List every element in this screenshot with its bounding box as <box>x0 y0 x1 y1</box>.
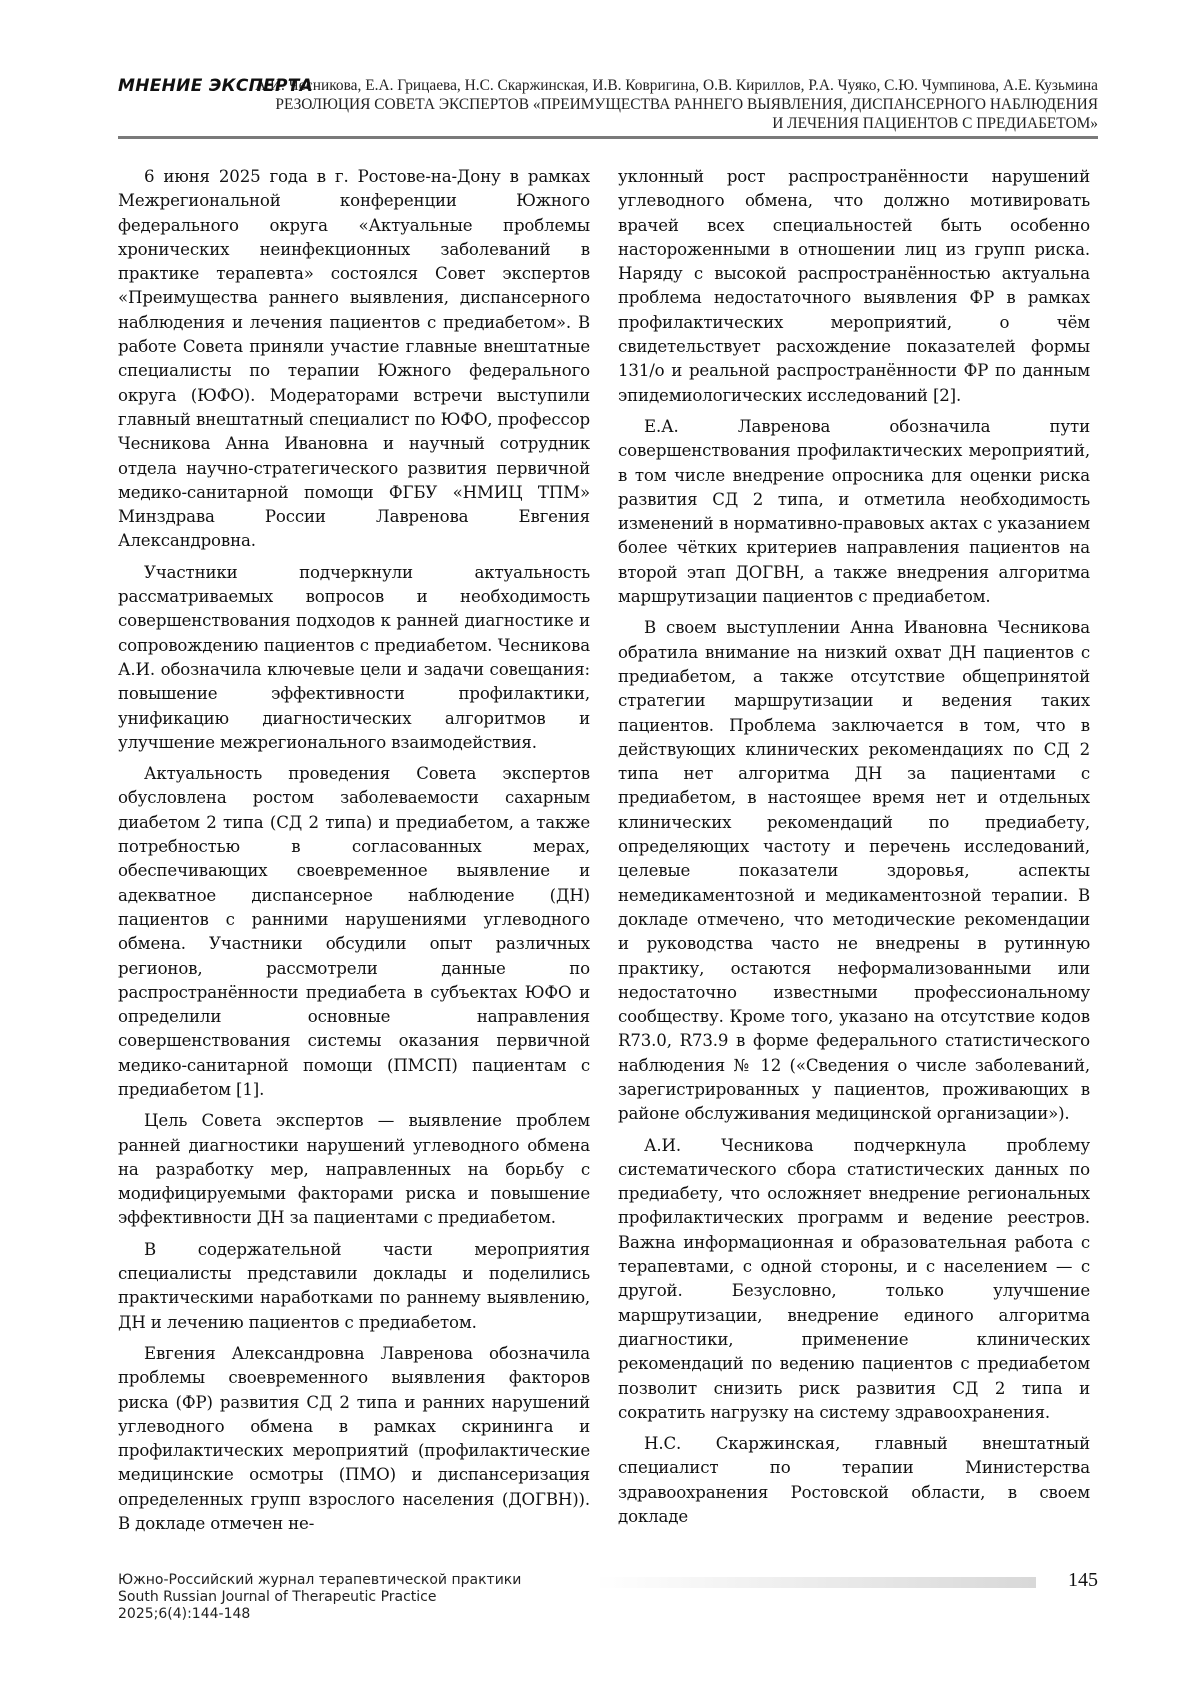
paragraph: Актуальность проведения Совета экспертов обусловлена ростом заболеваемости сахарным диабетом 2 типа (СД 2 типа) и предиабетом, а также потребностью в согласованных мерах, обеспечивающих своевременное выявление и адекватное диспансерное наблюдение (ДН) пациентов с ранними нарушениями углеводного обмена. Участники обсудили опыт различных регионов, рассмотрели данные по распространённости предиабета в субъектах ЮФО и определили основные направления совершенствования системы оказания первичной медико-санитарной помощи (ПМСП) пациентам с предиабетом [1]. <box>118 764 590 1099</box>
paragraph: Цель Совета экспертов — выявление проблем ранней диагностики нарушений углеводного обмена на разработку мер, направленных на борьбу с модифицируемыми факторами риска и повышение эффективности ДН за пациентами с предиабетом. <box>118 1111 590 1228</box>
footer-gradient-bar <box>596 1577 1036 1588</box>
paragraph: В содержательной части мероприятия специалисты представили доклады и поделились практическими наработками по раннему выявлению, ДН и лечению пациентов с предиабетом. <box>118 1239 590 1332</box>
right-column <box>618 165 1090 1536</box>
journal-citation: 2025;6(4):144-148 <box>118 1606 251 1622</box>
paragraph: Е.А. Лавренова обозначила пути совершенствования профилактических мероприятий, в том числе внедрение опросника для оценки риска развития СД 2 типа, и отметила необходимость изменений в нормативно-правовых актах с указанием более чётких критериев направления пациентов на второй этап ДОГВН, а также внедрения алгоритма маршрутизации пациентов с предиабетом. <box>618 416 1090 607</box>
header-title-line-1: РЕЗОЛЮЦИЯ СОВЕТА ЭКСПЕРТОВ «ПРЕИМУЩЕСТВА РАННЕГО ВЫЯВЛЕНИЯ, ДИСПАНСЕРНОГО НАБЛЮДЕНИЯ <box>275 96 1098 113</box>
section-label: МНЕНИЕ ЭКСПЕРТА <box>118 76 314 96</box>
paragraph: Участники подчеркнули актуальность рассматриваемых вопросов и необходимость совершенствования подходов к ранней диагностике и сопровождению пациентов с предиабетом. Чесникова А.И. обозначила ключевые цели и задачи совещания: повышение эффективности профилактики, унификацию диагностических алгоритмов и улучшение межрегионального взаимодействия. <box>118 562 590 752</box>
header-authors: А.И. Чесникова, Е.А. Грицаева, Н.С. Скаржинская, И.В. Ковригина, О.В. Кириллов, Р.А. Чуяко, С.Ю. Чумпинова, А.Е. Кузьмина <box>254 77 1098 94</box>
paragraph: Евгения Александровна Лавренова обозначила проблемы своевременного выявления факторов риска (ФР) развития СД 2 типа и ранних нарушений углеводного обмена в рамках скрининга и профилактических мероприятий (профилактические медицинские осмотры (ПМО) и диспансеризация определенных групп взрослого населения (ДОГВН)). В докладе отмечен не- <box>118 1343 590 1534</box>
page-footer <box>118 1569 1098 1632</box>
header-divider <box>118 136 1098 139</box>
left-column <box>118 165 590 1543</box>
paragraph: В своем выступлении Анна Ивановна Чесникова обратила внимание на низкий охват ДН пациентов с предиабетом, а также отсутствие общепринятой стратегии маршрутизации и ведения таких пациентов. Проблема заключается в том, что в действующих клинических рекомендациях по СД 2 типа нет алгоритма ДН за пациентами с предиабетом, в настоящее время нет и отдельных клинических рекомендаций по предиабету, определяющих частоту и перечень исследований, целевые показатели здоровья, аспекты немедикаментозной и медикаментозной терапии. В докладе отмечено, что методические рекомендации и руководства часто не внедрены в рутинную практику, остаются неформализованными или недостаточно известными профессиональному сообществу. Кроме того, указано на отсутствие кодов R73.0, R73.9 в форме федерального статистического наблюдения № 12 («Сведения о числе заболеваний, зарегистрированных у пациентов, проживающих в районе обслуживания медицинской организации»). <box>618 618 1090 1124</box>
journal-name-en: South Russian Journal of Therapeutic Practice <box>118 1589 437 1605</box>
paragraph: 6 июня 2025 года в г. Ростове-на-Дону в рамках Межрегиональной конференции Южного федерального округа «Актуальные проблемы хронических неинфекционных заболеваний в практике терапевта» состоялся Совет экспертов «Преимущества раннего выявления, диспансерного наблюдения и лечения пациентов с предиабетом». В работе Совета приняли участие главные внештатные специалисты по терапии Южного федерального округа (ЮФО). Модераторами встречи выступили главный внештатный специалист по ЮФО, профессор Чесникова Анна Ивановна и научный сотрудник отдела научно-стратегического развития первичной медико-санитарной помощи ФГБУ «НМИЦ ТПМ» Минздрава России Лавренова Евгения Александровна. <box>118 167 590 551</box>
page-number: 145 <box>1068 1569 1098 1591</box>
paragraph: Н.С. Скаржинская, главный внештатный специалист по терапии Министерства здравоохранения Ростовской области, в своем докладе <box>618 1434 1090 1527</box>
paragraph: А.И. Чесникова подчеркнула проблему систематического сбора статистических данных по предиабету, что осложняет внедрение региональных профилактических программ и ведение реестров. Важна информационная и образовательная работа с терапевтами, с одной стороны, и с населением — с другой. Безусловно, только улучшение маршрутизации, внедрение единого алгоритма диагностики, применение клинических рекомендаций по ведению пациентов с предиабетом позволит снизить риск развития СД 2 типа и сократить нагрузку на систему здравоохранения. <box>618 1135 1090 1422</box>
header-title-line-2: И ЛЕЧЕНИЯ ПАЦИЕНТОВ С ПРЕДИАБЕТОМ» <box>772 115 1098 132</box>
journal-info <box>118 1572 521 1623</box>
running-header <box>118 76 1098 133</box>
journal-name-ru: Южно-Российский журнал терапевтической практики <box>118 1572 522 1588</box>
paragraph-continuation: уклонный рост распространённости нарушений углеводного обмена, что должно мотивировать врачей всех специальностей быть особенно настороженными в отношении лиц из групп риска. Наряду с высокой распространённостью актуальна проблема недостаточного выявления ФР в рамках профилактических мероприятий, о чём свидетельствует расхождение показателей формы 131/о и реальной распространённости ФР по данным эпидемиологических исследований [2]. <box>618 167 1090 405</box>
